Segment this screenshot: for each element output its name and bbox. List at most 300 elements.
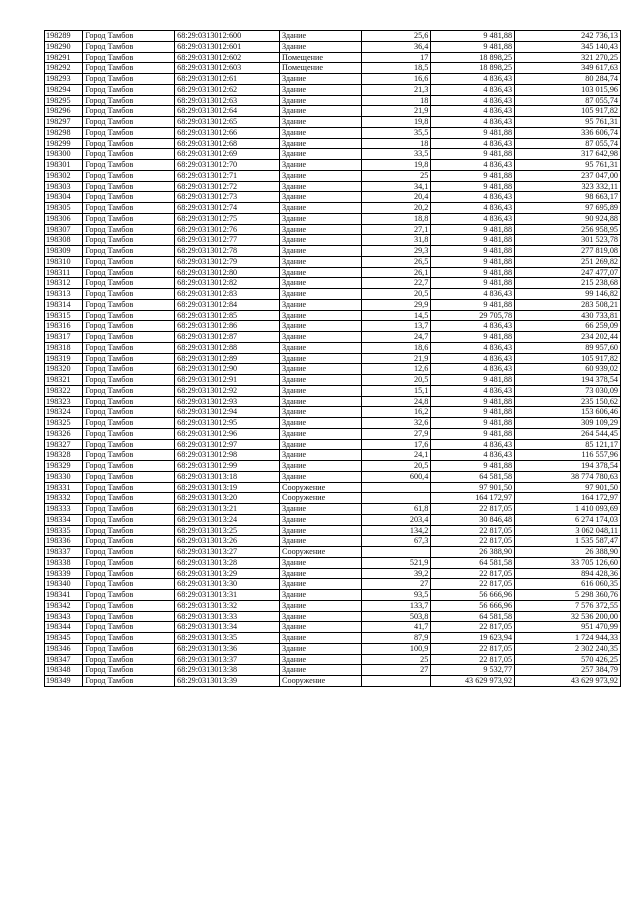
unit-value-cell: 9 532,77 — [431, 665, 515, 676]
cadastral-value-cell: 301 523,78 — [515, 235, 621, 246]
row-number-cell: 198301 — [45, 160, 83, 171]
city-cell: Город Тамбов — [83, 332, 175, 343]
unit-value-cell: 22 817,05 — [431, 579, 515, 590]
object-type-cell: Помещение — [280, 63, 362, 74]
city-cell: Город Тамбов — [83, 450, 175, 461]
cadastral-value-cell: 87 055,74 — [515, 138, 621, 149]
table-row — [45, 676, 621, 687]
object-type-cell: Здание — [280, 41, 362, 52]
city-cell: Город Тамбов — [83, 63, 175, 74]
table-row — [45, 246, 621, 257]
table-row — [45, 342, 621, 353]
row-number-cell: 198297 — [45, 117, 83, 128]
city-cell: Город Тамбов — [83, 471, 175, 482]
table-row — [45, 353, 621, 364]
cadastral-value-cell: 90 924,88 — [515, 213, 621, 224]
cadastral-value-cell: 89 957,60 — [515, 342, 621, 353]
cadastral-number-cell: 68:29:0313012:68 — [175, 138, 280, 149]
row-number-cell: 198303 — [45, 181, 83, 192]
cadastral-number-cell: 68:29:0313012:84 — [175, 299, 280, 310]
unit-value-cell: 4 836,43 — [431, 138, 515, 149]
cadastral-number-cell: 68:29:0313013:24 — [175, 514, 280, 525]
table-row — [45, 203, 621, 214]
row-number-cell: 198349 — [45, 676, 83, 687]
unit-value-cell: 18 898,25 — [431, 63, 515, 74]
row-number-cell: 198348 — [45, 665, 83, 676]
object-type-cell: Здание — [280, 106, 362, 117]
city-cell: Город Тамбов — [83, 557, 175, 568]
cadastral-value-cell: 87 055,74 — [515, 95, 621, 106]
table-row — [45, 31, 621, 42]
table-row — [45, 213, 621, 224]
object-type-cell: Здание — [280, 514, 362, 525]
cadastral-number-cell: 68:29:0313012:90 — [175, 364, 280, 375]
area-cell: 21,3 — [361, 84, 431, 95]
cadastral-number-cell: 68:29:0313012:88 — [175, 342, 280, 353]
unit-value-cell: 9 481,88 — [431, 278, 515, 289]
city-cell: Город Тамбов — [83, 310, 175, 321]
unit-value-cell: 97 901,50 — [431, 482, 515, 493]
cadastral-number-cell: 68:29:0313013:37 — [175, 654, 280, 665]
city-cell: Город Тамбов — [83, 461, 175, 472]
table-row — [45, 160, 621, 171]
unit-value-cell: 9 481,88 — [431, 407, 515, 418]
cadastral-value-cell: 105 917,82 — [515, 353, 621, 364]
unit-value-cell: 29 705,78 — [431, 310, 515, 321]
object-type-cell: Здание — [280, 224, 362, 235]
unit-value-cell: 4 836,43 — [431, 439, 515, 450]
city-cell: Город Тамбов — [83, 256, 175, 267]
city-cell: Город Тамбов — [83, 353, 175, 364]
object-type-cell: Здание — [280, 450, 362, 461]
cadastral-value-cell: 6 274 174,03 — [515, 514, 621, 525]
cadastral-number-cell: 68:29:0313013:20 — [175, 493, 280, 504]
unit-value-cell: 9 481,88 — [431, 170, 515, 181]
city-cell: Город Тамбов — [83, 590, 175, 601]
cadastral-number-cell: 68:29:0313012:76 — [175, 224, 280, 235]
table-row — [45, 633, 621, 644]
area-cell — [361, 482, 431, 493]
object-type-cell: Здание — [280, 267, 362, 278]
object-type-cell: Здание — [280, 278, 362, 289]
cadastral-number-cell: 68:29:0313013:30 — [175, 579, 280, 590]
table-row — [45, 622, 621, 633]
object-type-cell: Здание — [280, 665, 362, 676]
cadastral-value-cell: 60 939,02 — [515, 364, 621, 375]
unit-value-cell: 164 172,97 — [431, 493, 515, 504]
cadastral-value-cell: 95 761,31 — [515, 117, 621, 128]
unit-value-cell: 43 629 973,92 — [431, 676, 515, 687]
row-number-cell: 198329 — [45, 461, 83, 472]
cadastral-number-cell: 68:29:0313012:82 — [175, 278, 280, 289]
area-cell — [361, 676, 431, 687]
city-cell: Город Тамбов — [83, 321, 175, 332]
area-cell: 34,1 — [361, 181, 431, 192]
cadastral-number-cell: 68:29:0313012:66 — [175, 127, 280, 138]
area-cell: 17,6 — [361, 439, 431, 450]
unit-value-cell: 22 817,05 — [431, 525, 515, 536]
cadastral-number-cell: 68:29:0313012:72 — [175, 181, 280, 192]
area-cell: 67,3 — [361, 536, 431, 547]
area-cell: 14,5 — [361, 310, 431, 321]
row-number-cell: 198347 — [45, 654, 83, 665]
object-type-cell: Здание — [280, 643, 362, 654]
cadastral-number-cell: 68:29:0313013:18 — [175, 471, 280, 482]
area-cell: 15,1 — [361, 385, 431, 396]
cadastral-number-cell: 68:29:0313012:79 — [175, 256, 280, 267]
city-cell: Город Тамбов — [83, 138, 175, 149]
city-cell: Город Тамбов — [83, 41, 175, 52]
area-cell: 133,7 — [361, 600, 431, 611]
object-type-cell: Здание — [280, 160, 362, 171]
unit-value-cell: 9 481,88 — [431, 246, 515, 257]
cadastral-value-cell: 616 060,35 — [515, 579, 621, 590]
table-row — [45, 385, 621, 396]
cadastral-number-cell: 68:29:0313013:26 — [175, 536, 280, 547]
row-number-cell: 198312 — [45, 278, 83, 289]
cadastral-value-cell: 430 733,81 — [515, 310, 621, 321]
cadastral-number-cell: 68:29:0313012:602 — [175, 52, 280, 63]
cadastral-number-cell: 68:29:0313012:94 — [175, 407, 280, 418]
cadastral-value-cell: 1 724 944,33 — [515, 633, 621, 644]
unit-value-cell: 9 481,88 — [431, 461, 515, 472]
row-number-cell: 198296 — [45, 106, 83, 117]
table-row — [45, 654, 621, 665]
city-cell: Город Тамбов — [83, 375, 175, 386]
city-cell: Город Тамбов — [83, 396, 175, 407]
city-cell: Город Тамбов — [83, 224, 175, 235]
row-number-cell: 198308 — [45, 235, 83, 246]
cadastral-value-cell: 894 428,36 — [515, 568, 621, 579]
cadastral-value-cell: 105 917,82 — [515, 106, 621, 117]
object-type-cell: Здание — [280, 95, 362, 106]
area-cell: 503,8 — [361, 611, 431, 622]
table-row — [45, 525, 621, 536]
unit-value-cell: 4 836,43 — [431, 74, 515, 85]
cadastral-value-cell: 3 062 048,11 — [515, 525, 621, 536]
object-type-cell: Здание — [280, 342, 362, 353]
table-row — [45, 41, 621, 52]
row-number-cell: 198314 — [45, 299, 83, 310]
row-number-cell: 198331 — [45, 482, 83, 493]
area-cell: 20,5 — [361, 289, 431, 300]
cadastral-value-cell: 336 606,74 — [515, 127, 621, 138]
cadastral-value-cell: 349 617,63 — [515, 63, 621, 74]
city-cell: Город Тамбов — [83, 267, 175, 278]
table-row — [45, 482, 621, 493]
object-type-cell: Здание — [280, 633, 362, 644]
cadastral-number-cell: 68:29:0313012:73 — [175, 192, 280, 203]
cadastral-number-cell: 68:29:0313013:28 — [175, 557, 280, 568]
area-cell: 18,8 — [361, 213, 431, 224]
area-cell: 20,2 — [361, 203, 431, 214]
unit-value-cell: 22 817,05 — [431, 568, 515, 579]
table-row — [45, 536, 621, 547]
area-cell: 36,4 — [361, 41, 431, 52]
cadastral-number-cell: 68:29:0313013:21 — [175, 504, 280, 515]
table-row — [45, 278, 621, 289]
city-cell: Город Тамбов — [83, 547, 175, 558]
cadastral-number-cell: 68:29:0313012:83 — [175, 289, 280, 300]
cadastral-value-cell: 97 901,50 — [515, 482, 621, 493]
row-number-cell: 198322 — [45, 385, 83, 396]
table-row — [45, 332, 621, 343]
cadastral-value-cell: 164 172,97 — [515, 493, 621, 504]
cadastral-value-cell: 7 576 372,55 — [515, 600, 621, 611]
area-cell: 22,7 — [361, 278, 431, 289]
area-cell: 29,9 — [361, 299, 431, 310]
city-cell: Город Тамбов — [83, 407, 175, 418]
area-cell: 27 — [361, 665, 431, 676]
area-cell: 93,5 — [361, 590, 431, 601]
table-row — [45, 493, 621, 504]
cadastral-number-cell: 68:29:0313013:39 — [175, 676, 280, 687]
cadastral-number-cell: 68:29:0313012:71 — [175, 170, 280, 181]
row-number-cell: 198326 — [45, 428, 83, 439]
object-type-cell: Здание — [280, 149, 362, 160]
cadastral-number-cell: 68:29:0313013:25 — [175, 525, 280, 536]
city-cell: Город Тамбов — [83, 665, 175, 676]
city-cell: Город Тамбов — [83, 52, 175, 63]
row-number-cell: 198302 — [45, 170, 83, 181]
row-number-cell: 198333 — [45, 504, 83, 515]
row-number-cell: 198292 — [45, 63, 83, 74]
row-number-cell: 198306 — [45, 213, 83, 224]
object-type-cell: Здание — [280, 654, 362, 665]
cadastral-number-cell: 68:29:0313012:87 — [175, 332, 280, 343]
city-cell: Город Тамбов — [83, 342, 175, 353]
row-number-cell: 198339 — [45, 568, 83, 579]
cadastral-value-cell: 570 426,25 — [515, 654, 621, 665]
object-type-cell: Здание — [280, 203, 362, 214]
cadastral-value-cell: 33 705 126,60 — [515, 557, 621, 568]
city-cell: Город Тамбов — [83, 192, 175, 203]
city-cell: Город Тамбов — [83, 246, 175, 257]
city-cell: Город Тамбов — [83, 504, 175, 515]
cadastral-value-cell: 103 015,96 — [515, 84, 621, 95]
unit-value-cell: 9 481,88 — [431, 224, 515, 235]
cadastral-number-cell: 68:29:0313013:35 — [175, 633, 280, 644]
row-number-cell: 198337 — [45, 547, 83, 558]
cadastral-number-cell: 68:29:0313013:31 — [175, 590, 280, 601]
cadastral-value-cell: 309 109,29 — [515, 418, 621, 429]
cadastral-number-cell: 68:29:0313013:36 — [175, 643, 280, 654]
cadastral-number-cell: 68:29:0313012:98 — [175, 450, 280, 461]
cadastral-number-cell: 68:29:0313013:27 — [175, 547, 280, 558]
area-cell: 12,6 — [361, 364, 431, 375]
row-number-cell: 198341 — [45, 590, 83, 601]
area-cell: 25 — [361, 170, 431, 181]
table-row — [45, 52, 621, 63]
unit-value-cell: 4 836,43 — [431, 321, 515, 332]
cadastral-value-cell: 97 695,89 — [515, 203, 621, 214]
unit-value-cell: 9 481,88 — [431, 127, 515, 138]
cadastral-value-cell: 153 606,46 — [515, 407, 621, 418]
city-cell: Город Тамбов — [83, 493, 175, 504]
city-cell: Город Тамбов — [83, 536, 175, 547]
cadastral-value-cell: 95 761,31 — [515, 160, 621, 171]
city-cell: Город Тамбов — [83, 418, 175, 429]
cadastral-value-cell: 73 030,09 — [515, 385, 621, 396]
row-number-cell: 198316 — [45, 321, 83, 332]
object-type-cell: Здание — [280, 461, 362, 472]
object-type-cell: Здание — [280, 568, 362, 579]
unit-value-cell: 4 836,43 — [431, 213, 515, 224]
cadastral-value-cell: 257 384,79 — [515, 665, 621, 676]
area-cell: 13,7 — [361, 321, 431, 332]
table-row — [45, 418, 621, 429]
cadastral-value-cell: 317 642,98 — [515, 149, 621, 160]
row-number-cell: 198289 — [45, 31, 83, 42]
cadastral-value-cell: 234 202,44 — [515, 332, 621, 343]
object-type-cell: Здание — [280, 31, 362, 42]
row-number-cell: 198342 — [45, 600, 83, 611]
cadastral-number-cell: 68:29:0313012:85 — [175, 310, 280, 321]
row-number-cell: 198343 — [45, 611, 83, 622]
document-page — [44, 30, 621, 687]
cadastral-value-cell: 235 150,62 — [515, 396, 621, 407]
table-row — [45, 439, 621, 450]
city-cell: Город Тамбов — [83, 74, 175, 85]
area-cell: 32,6 — [361, 418, 431, 429]
cadastral-value-cell: 237 047,00 — [515, 170, 621, 181]
city-cell: Город Тамбов — [83, 84, 175, 95]
cadastral-number-cell: 68:29:0313012:78 — [175, 246, 280, 257]
object-type-cell: Здание — [280, 557, 362, 568]
city-cell: Город Тамбов — [83, 213, 175, 224]
unit-value-cell: 22 817,05 — [431, 504, 515, 515]
table-row — [45, 547, 621, 558]
area-cell: 29,3 — [361, 246, 431, 257]
table-row — [45, 181, 621, 192]
row-number-cell: 198294 — [45, 84, 83, 95]
unit-value-cell: 4 836,43 — [431, 84, 515, 95]
area-cell: 18 — [361, 95, 431, 106]
row-number-cell: 198328 — [45, 450, 83, 461]
area-cell: 21,9 — [361, 106, 431, 117]
object-type-cell: Здание — [280, 353, 362, 364]
cadastral-number-cell: 68:29:0313012:86 — [175, 321, 280, 332]
area-cell: 61,8 — [361, 504, 431, 515]
table-row — [45, 428, 621, 439]
area-cell: 25,6 — [361, 31, 431, 42]
cadastral-number-cell: 68:29:0313012:77 — [175, 235, 280, 246]
city-cell: Город Тамбов — [83, 676, 175, 687]
table-row — [45, 63, 621, 74]
area-cell: 26,5 — [361, 256, 431, 267]
object-type-cell: Здание — [280, 192, 362, 203]
unit-value-cell: 9 481,88 — [431, 149, 515, 160]
area-cell: 203,4 — [361, 514, 431, 525]
object-type-cell: Сооружение — [280, 676, 362, 687]
area-cell: 87,9 — [361, 633, 431, 644]
cadastral-value-cell: 66 259,09 — [515, 321, 621, 332]
cadastral-value-cell: 215 238,68 — [515, 278, 621, 289]
row-number-cell: 198334 — [45, 514, 83, 525]
table-row — [45, 643, 621, 654]
table-row — [45, 289, 621, 300]
table-row — [45, 579, 621, 590]
area-cell: 19,8 — [361, 160, 431, 171]
object-type-cell: Здание — [280, 536, 362, 547]
area-cell: 24,8 — [361, 396, 431, 407]
unit-value-cell: 4 836,43 — [431, 203, 515, 214]
table-row — [45, 267, 621, 278]
cadastral-number-cell: 68:29:0313012:89 — [175, 353, 280, 364]
table-row — [45, 106, 621, 117]
unit-value-cell: 4 836,43 — [431, 364, 515, 375]
area-cell: 27 — [361, 579, 431, 590]
object-type-cell: Здание — [280, 471, 362, 482]
area-cell: 19,8 — [361, 117, 431, 128]
object-type-cell: Сооружение — [280, 547, 362, 558]
cadastral-value-cell: 321 270,25 — [515, 52, 621, 63]
table-row — [45, 310, 621, 321]
unit-value-cell: 9 481,88 — [431, 31, 515, 42]
cadastral-value-cell: 951 470,99 — [515, 622, 621, 633]
cadastral-number-cell: 68:29:0313013:38 — [175, 665, 280, 676]
object-type-cell: Здание — [280, 117, 362, 128]
cadastral-number-cell: 68:29:0313012:63 — [175, 95, 280, 106]
table-row — [45, 665, 621, 676]
object-type-cell: Здание — [280, 299, 362, 310]
row-number-cell: 198344 — [45, 622, 83, 633]
object-type-cell: Здание — [280, 246, 362, 257]
table-row — [45, 557, 621, 568]
area-cell: 20,4 — [361, 192, 431, 203]
table-row — [45, 450, 621, 461]
cadastral-value-cell: 98 663,17 — [515, 192, 621, 203]
city-cell: Город Тамбов — [83, 482, 175, 493]
row-number-cell: 198330 — [45, 471, 83, 482]
unit-value-cell: 22 817,05 — [431, 654, 515, 665]
object-type-cell: Здание — [280, 170, 362, 181]
city-cell: Город Тамбов — [83, 643, 175, 654]
row-number-cell: 198293 — [45, 74, 83, 85]
area-cell — [361, 493, 431, 504]
city-cell: Город Тамбов — [83, 117, 175, 128]
unit-value-cell: 9 481,88 — [431, 181, 515, 192]
cadastral-number-cell: 68:29:0313013:33 — [175, 611, 280, 622]
cadastral-value-cell: 251 269,82 — [515, 256, 621, 267]
unit-value-cell: 9 481,88 — [431, 375, 515, 386]
cadastral-value-cell: 32 536 200,00 — [515, 611, 621, 622]
area-cell: 35,5 — [361, 127, 431, 138]
area-cell: 25 — [361, 654, 431, 665]
cadastral-number-cell: 68:29:0313012:603 — [175, 63, 280, 74]
row-number-cell: 198319 — [45, 353, 83, 364]
cadastral-value-cell: 194 378,54 — [515, 461, 621, 472]
row-number-cell: 198320 — [45, 364, 83, 375]
table-row — [45, 407, 621, 418]
cadastral-value-cell: 38 774 780,63 — [515, 471, 621, 482]
cadastral-number-cell: 68:29:0313012:69 — [175, 149, 280, 160]
row-number-cell: 198295 — [45, 95, 83, 106]
unit-value-cell: 9 481,88 — [431, 396, 515, 407]
object-type-cell: Здание — [280, 428, 362, 439]
table-row — [45, 461, 621, 472]
unit-value-cell: 22 817,05 — [431, 643, 515, 654]
cadastral-number-cell: 68:29:0313012:95 — [175, 418, 280, 429]
cadastral-value-cell: 242 736,13 — [515, 31, 621, 42]
cadastral-value-cell: 247 477,07 — [515, 267, 621, 278]
object-type-cell: Здание — [280, 600, 362, 611]
row-number-cell: 198290 — [45, 41, 83, 52]
cadastral-value-cell: 277 819,08 — [515, 246, 621, 257]
row-number-cell: 198332 — [45, 493, 83, 504]
cadastral-number-cell: 68:29:0313012:70 — [175, 160, 280, 171]
cadastral-number-cell: 68:29:0313012:65 — [175, 117, 280, 128]
